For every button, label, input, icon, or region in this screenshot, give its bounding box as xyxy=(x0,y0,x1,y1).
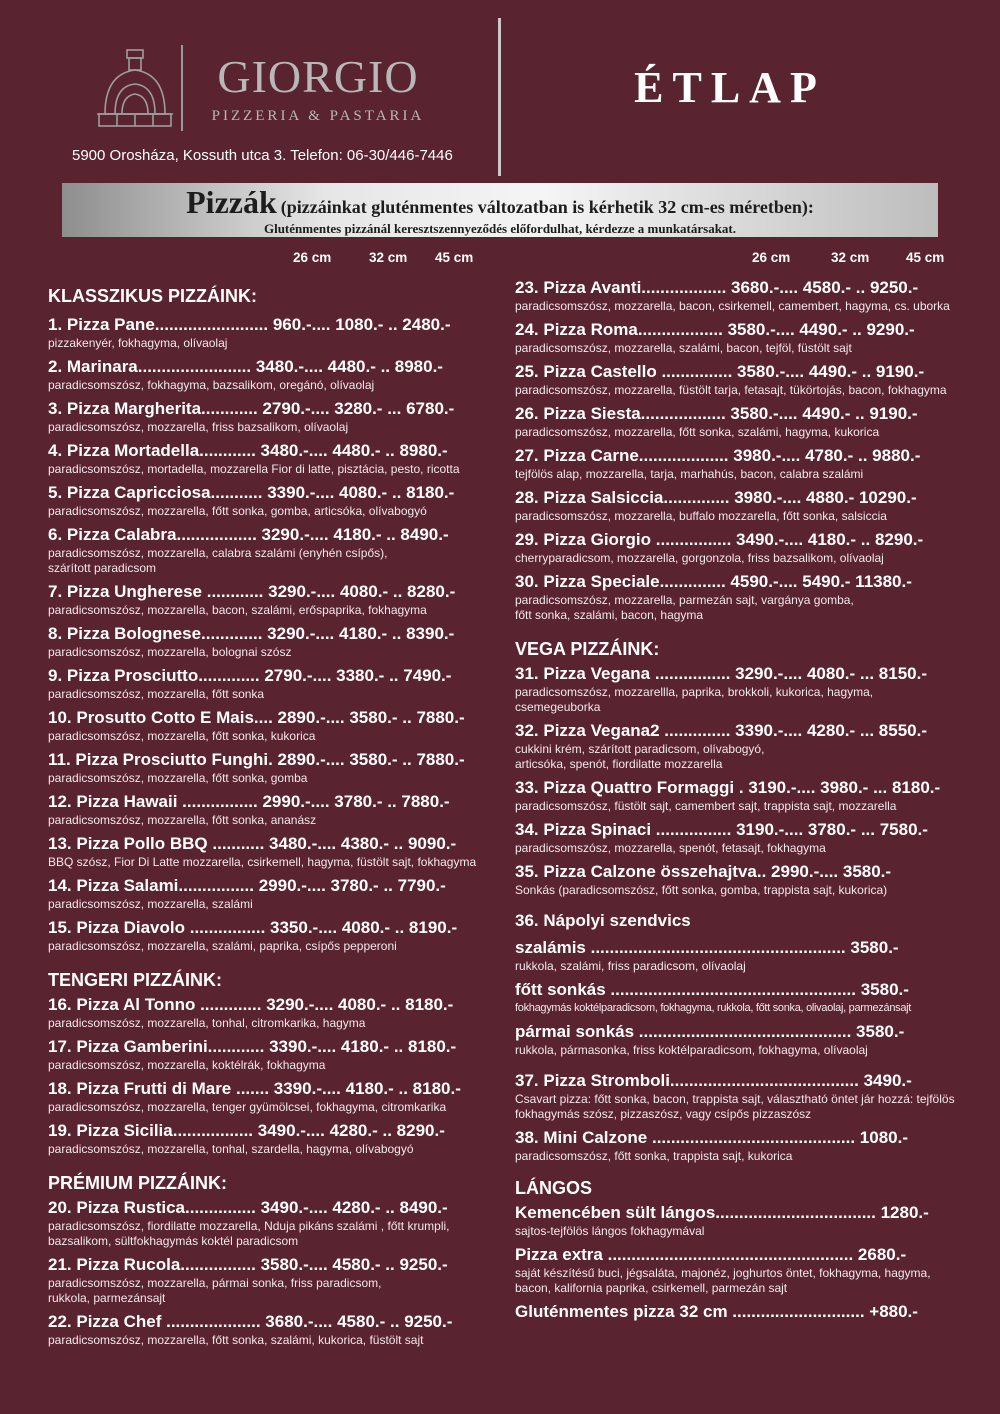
item-desc: sajtos-tejfölös lángos fokhagymával xyxy=(515,1224,705,1238)
item-desc: Csavart pizza: főtt sonka, bacon, trappista sajt, választható öntet jár hozzá: tejfölös fokhagymás szósz, pizzaszósz, vagy csípős pizzaszósz xyxy=(515,1092,955,1121)
item-desc: paradicsomszósz, mozzarella, szalámi, paprika, csípős pepperoni xyxy=(48,939,397,953)
menu-item xyxy=(48,665,488,702)
section-classic: KLASSZIKUS PIZZÁINK: xyxy=(48,286,257,306)
menu-item xyxy=(515,529,960,566)
menu-item xyxy=(48,1078,488,1115)
item-desc: paradicsomszósz, mozzarella, szalámi xyxy=(48,897,253,911)
size-header-32-left: 32 cm xyxy=(369,250,408,265)
menu-item xyxy=(48,1254,488,1306)
item-desc: tejfölös alap, mozzarella, tarja, marhahús, bacon, calabra szalámi xyxy=(515,467,864,481)
brand-name: GIORGIO xyxy=(217,51,419,102)
item-line: 4. Pizza Mortadella............ 3480.-.... 4480.- .. 8980.- xyxy=(48,441,448,460)
menu-item xyxy=(515,937,960,974)
item-desc: paradicsomszósz, mozzarella, főtt sonka, gomba, articsóka, olívabogyó xyxy=(48,504,427,518)
item-desc: fokhagymás koktélparadicsom, fokhagyma, rukkola, főtt sonka, olivaolaj, parmezánsajt xyxy=(515,1002,912,1014)
item-line: Pizza extra .................................................... 2680.- xyxy=(515,1245,907,1264)
logo-separator xyxy=(181,45,183,131)
section-premium: PRÉMIUM PIZZÁINK: xyxy=(48,1173,227,1193)
item-desc: cherryparadicsom, mozzarella, gorgonzola, friss bazsalikom, olívaolaj xyxy=(515,551,884,565)
menu-item xyxy=(515,819,960,856)
menu-item xyxy=(48,524,488,576)
item-line: szalámis ...................................................... 3580.- xyxy=(515,938,899,957)
item-desc: paradicsomszósz, mozzarella, pármai sonka, friss paradicsom, rukkola, parmezánsajt xyxy=(48,1276,382,1305)
item-desc: paradicsomszósz, mozzarella, bolognai szósz xyxy=(48,645,292,659)
item-desc: saját készítésű buci, jégsaláta, majonéz, joghurtos öntet, fokhagyma, hagyma, bacon, kalifornia paprika, csirkemell, parmezán sajt xyxy=(515,1266,931,1295)
address: 5900 Orosháza, Kossuth utca 3. Telefon: 06-30/446-7446 xyxy=(72,147,453,164)
item-line: 29. Pizza Giorgio ................ 3490.-.... 4180.- .. 8290.- xyxy=(515,530,924,549)
menu-item xyxy=(515,1070,960,1122)
item-desc: paradicsomszósz, mozzarella, tonhal, citromkarika, hagyma xyxy=(48,1016,366,1030)
menu-item xyxy=(48,707,488,744)
size-header-45-right: 45 cm xyxy=(906,250,945,265)
item-line: 1. Pizza Pane........................ 960.-.... 1080.- .. 2480.- xyxy=(48,315,451,334)
menu-item xyxy=(515,979,960,1016)
item-line: 13. Pizza Pollo BBQ ........... 3480.-.... 4380.- .. 9090.- xyxy=(48,834,457,853)
item-line: 24. Pizza Roma.................. 3580.-.... 4490.- .. 9290.- xyxy=(515,320,915,339)
item-line: 5. Pizza Capricciosa........... 3390.-.... 4080.- .. 8180.- xyxy=(48,483,455,502)
item-line: 23. Pizza Avanti.................. 3680.-.... 4580.- .. 9250.- xyxy=(515,278,919,297)
item-line: 7. Pizza Ungherese ............ 3290.-.... 4080.- .. 8280.- xyxy=(48,582,456,601)
item-desc: paradicsomszósz, főtt sonka, trappista sajt, kukorica xyxy=(515,1149,793,1163)
item-desc: paradicsomszósz, mortadella, mozzarella Fior di latte, pisztácia, pesto, ricotta xyxy=(48,462,460,476)
menu-item xyxy=(515,861,960,898)
pizza-banner xyxy=(62,183,938,237)
menu-item xyxy=(48,994,488,1031)
item-line: 16. Pizza Al Tonno ............. 3290.-.... 4080.- .. 8180.- xyxy=(48,995,454,1014)
banner-title-line xyxy=(62,183,938,224)
pizza-oven-icon xyxy=(95,48,175,130)
menu-item xyxy=(515,777,960,814)
item-desc: paradicsomszósz, mozzarella, főtt sonka, ananász xyxy=(48,813,317,827)
menu-item xyxy=(48,1311,488,1348)
menu-item xyxy=(48,1120,488,1157)
item-desc: paradicsomszósz, mozzarella, friss bazsalikom, olívaolaj xyxy=(48,420,349,434)
item-desc: paradicsomszósz, mozzarella, bacon, szalámi, erőspaprika, fokhagyma xyxy=(48,603,427,617)
menu-item xyxy=(48,314,488,351)
menu-item xyxy=(48,356,488,393)
item-desc: paradicsomszósz, mozzarellla, paprika, brokkoli, kukorica, hagyma, csemegeuborka xyxy=(515,685,874,714)
item-line: 17. Pizza Gamberini............ 3390.-.... 4180.- .. 8180.- xyxy=(48,1037,457,1056)
menu-item xyxy=(515,663,960,715)
menu-item xyxy=(48,482,488,519)
menu-item xyxy=(515,319,960,356)
item-desc: paradicsomszósz, mozzarella, tenger gyümölcsei, fokhagyma, citromkarika xyxy=(48,1100,447,1114)
banner-subtitle: (pizzáinkat gluténmentes változatban is kérhetik 32 cm-es méretben): xyxy=(280,197,814,217)
item-line: 33. Pizza Quattro Formaggi . 3190.-.... 3980.- ... 8180.- xyxy=(515,778,941,797)
menu-item xyxy=(48,1197,488,1249)
menu-item xyxy=(48,440,488,477)
menu-item xyxy=(48,833,488,870)
item-desc: paradicsomszósz, mozzarella, tonhal, szardella, hagyma, olívabogyó xyxy=(48,1142,414,1156)
item-line: 21. Pizza Rucola................ 3580.-.... 4580.- .. 9250.- xyxy=(48,1255,448,1274)
menu-item xyxy=(48,1036,488,1073)
item-desc: paradicsomszósz, mozzarella, spenót, fetasajt, fokhagyma xyxy=(515,841,826,855)
item-line: 27. Pizza Carne................... 3980.-.... 4780.- .. 9880.- xyxy=(515,446,921,465)
section-vega: VEGA PIZZÁINK: xyxy=(515,639,660,659)
menu-item xyxy=(48,398,488,435)
item-line: 9. Pizza Prosciutto............. 2790.-.... 3380.- .. 7490.- xyxy=(48,666,452,685)
item-desc: paradicsomszósz, mozzarella, szalámi, bacon, tejföl, füstölt sajt xyxy=(515,341,852,355)
item-line: Gluténmentes pizza 32 cm ............................ +880.- xyxy=(515,1302,918,1321)
menu-item xyxy=(515,1021,960,1058)
size-header-45-left: 45 cm xyxy=(435,250,474,265)
menu-item xyxy=(515,1244,960,1296)
item-desc: BBQ szósz, Fior Di Latte mozzarella, csirkemell, hagyma, füstölt sajt, fokhagyma xyxy=(48,855,477,869)
item-line: 3. Pizza Margherita............ 2790.-.... 3280.- ... 6780.- xyxy=(48,399,455,418)
item-line: 6. Pizza Calabra................. 3290.-.... 4180.- .. 8490.- xyxy=(48,525,449,544)
item-line: pármai sonkás ............................................. 3580.- xyxy=(515,1022,905,1041)
item-line: 26. Pizza Siesta.................. 3580.-.... 4490.- .. 9190.- xyxy=(515,404,918,423)
menu-item xyxy=(515,1127,960,1164)
item-line: 15. Pizza Diavolo ................ 3350.-.... 4080.- .. 8190.- xyxy=(48,918,458,937)
item-desc: paradicsomszósz, mozzarella, főtt sonka, kukorica xyxy=(48,729,316,743)
item-line: 2. Marinara........................ 3480.-.... 4480.- .. 8980.- xyxy=(48,357,443,376)
item-line: 35. Pizza Calzone összehajtva.. 2990.-.... 3580.- xyxy=(515,862,892,881)
item-line: 18. Pizza Frutti di Mare ....... 3390.-.... 4180.- .. 8180.- xyxy=(48,1079,461,1098)
menu-item xyxy=(515,403,960,440)
menu-item xyxy=(515,1202,960,1239)
right-column xyxy=(515,277,960,1328)
item-line: 34. Pizza Spinaci ................ 3190.-.... 3780.- ... 7580.- xyxy=(515,820,928,839)
item-line: 30. Pizza Speciale.............. 4590.-.... 5490.- 11380.- xyxy=(515,572,912,591)
item-line: 25. Pizza Castello ............... 3580.-.... 4490.- .. 9190.- xyxy=(515,362,925,381)
page-title: ÉTLAP xyxy=(634,63,826,112)
item-desc: paradicsomszósz, mozzarella, főtt sonka, szalámi, kukorica, füstölt sajt xyxy=(48,1333,424,1347)
item-line: 19. Pizza Sicilia................. 3490.-.... 4280.- .. 8290.- xyxy=(48,1121,445,1140)
item-desc: paradicsomszósz, mozzarella, bacon, csirkemell, camembert, hagyma, cs. uborka xyxy=(515,299,950,313)
item-line: 31. Pizza Vegana ................ 3290.-.... 4080.- ... 8150.- xyxy=(515,664,927,683)
menu-item xyxy=(48,917,488,954)
menu-item xyxy=(48,623,488,660)
item-desc: paradicsomszósz, mozzarella, főtt sonka, gomba xyxy=(48,771,308,785)
item-line: főtt sonkás .................................................... 3580.- xyxy=(515,980,909,999)
item-desc: pizzakenyér, fokhagyma, olívaolaj xyxy=(48,336,228,350)
item-line: 11. Pizza Prosciutto Funghi. 2890.-.... 3580.- .. 7880.- xyxy=(48,750,465,769)
left-column xyxy=(48,284,488,1353)
item-line: 8. Pizza Bolognese............. 3290.-.... 4180.- .. 8390.- xyxy=(48,624,455,643)
item-line: 37. Pizza Stromboli........................................ 3490.- xyxy=(515,1071,912,1090)
item-desc: rukkola, pármasonka, friss koktélparadicsom, fokhagyma, olívaolaj xyxy=(515,1043,868,1057)
section-seafood: TENGERI PIZZÁINK: xyxy=(48,970,222,990)
size-header-26-left: 26 cm xyxy=(293,250,332,265)
menu-item xyxy=(515,910,960,932)
menu-item xyxy=(48,581,488,618)
item-line: 32. Pizza Vegana2 .............. 3390.-.... 4280.- ... 8550.- xyxy=(515,721,927,740)
menu-item xyxy=(48,875,488,912)
item-line: 20. Pizza Rustica............... 3490.-.... 4280.- .. 8490.- xyxy=(48,1198,448,1217)
item-desc: paradicsomszósz, mozzarella, parmezán sajt, vargánya gomba, főtt sonka, szalámi, bacon, hagyma xyxy=(515,593,854,622)
banner-note: Gluténmentes pizzánál keresztszennyeződés előfordulhat, kérdezze a munkatársakat. xyxy=(263,221,737,236)
menu-item xyxy=(515,445,960,482)
brand-subtitle: PIZZERIA & PASTARIA xyxy=(211,108,425,124)
item-desc: cukkini krém, szárított paradicsom, olívabogyó, articsóka, spenót, fiordilatte mozzarella xyxy=(515,742,765,771)
menu-item xyxy=(48,749,488,786)
item-desc: rukkola, szalámi, friss paradicsom, olívaolaj xyxy=(515,959,746,973)
header-separator xyxy=(498,18,501,176)
item-desc: Sonkás (paradicsomszósz, főtt sonka, gomba, trappista sajt, kukorica) xyxy=(515,883,888,897)
menu-item xyxy=(515,571,960,623)
size-header-26-right: 26 cm xyxy=(752,250,791,265)
menu-item xyxy=(48,791,488,828)
item-desc: paradicsomszósz, füstölt sajt, camembert sajt, trappista sajt, mozzarella xyxy=(515,799,897,813)
item-line: 28. Pizza Salsiccia.............. 3980.-.... 4880.- 10290.- xyxy=(515,488,917,507)
item-desc: paradicsomszósz, mozzarella, buffalo mozzarella, főtt sonka, salsiccia xyxy=(515,509,887,523)
menu-item xyxy=(515,487,960,524)
item-desc: paradicsomszósz, fokhagyma, bazsalikom, oregánó, olívaolaj xyxy=(48,378,375,392)
item-line: 14. Pizza Salami................ 2990.-.... 3780.- .. 7790.- xyxy=(48,876,446,895)
menu-item xyxy=(515,277,960,314)
banner-title: Pizzák xyxy=(186,184,277,220)
size-header-32-right: 32 cm xyxy=(831,250,870,265)
menu-item xyxy=(515,1301,960,1323)
section-langos: LÁNGOS xyxy=(515,1178,593,1198)
item-desc: paradicsomszósz, mozzarella, koktélrák, fokhagyma xyxy=(48,1058,326,1072)
item-desc: paradicsomszósz, fiordilatte mozzarella, Nduja pikáns szalámi , főtt krumpli, bazsalikom, sültfokhagymás koktél paradicsom xyxy=(48,1219,450,1248)
item-desc: paradicsomszósz, mozzarella, füstölt tarja, fetasajt, tükörtojás, bacon, fokhagyma xyxy=(515,383,947,397)
item-line: 36. Nápolyi szendvics xyxy=(515,911,691,930)
item-line: 38. Mini Calzone ........................................... 1080.- xyxy=(515,1128,908,1147)
menu-item xyxy=(515,720,960,772)
item-desc: paradicsomszósz, mozzarella, főtt sonka xyxy=(48,687,265,701)
item-line: 12. Pizza Hawaii ................ 2990.-.... 3780.- .. 7880.- xyxy=(48,792,450,811)
item-line: 10. Prosutto Cotto E Mais.... 2890.-.... 3580.- .. 7880.- xyxy=(48,708,465,727)
item-line: 22. Pizza Chef .................... 3680.-.... 4580.- .. 9250.- xyxy=(48,1312,453,1331)
menu-item xyxy=(515,361,960,398)
item-desc: paradicsomszósz, mozzarella, főtt sonka, szalámi, hagyma, kukorica xyxy=(515,425,880,439)
item-line: Kemencében sült lángos.................................. 1280.- xyxy=(515,1203,929,1222)
item-desc: paradicsomszósz, mozzarella, calabra szalámi (enyhén csípős), szárított paradicsom xyxy=(48,546,388,575)
